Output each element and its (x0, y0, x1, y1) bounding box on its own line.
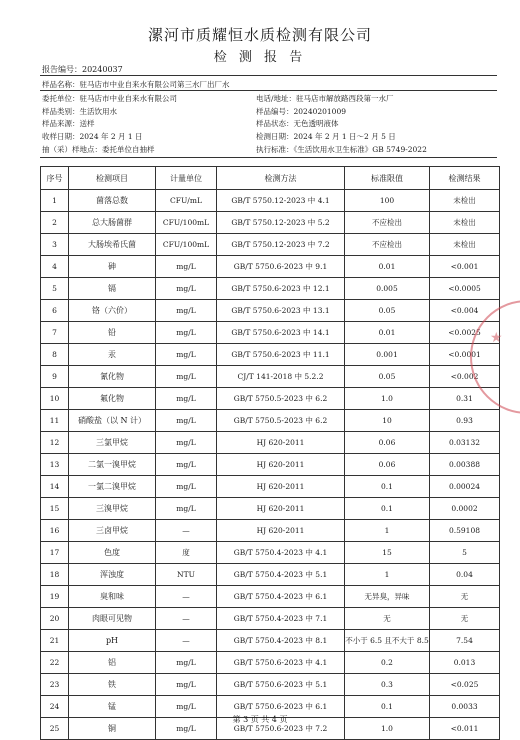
cell-limit: 10 (345, 410, 430, 432)
cell-item: 菌落总数 (69, 190, 156, 212)
cell-method: GB/T 5750.6-2023 中 14.1 (217, 322, 345, 344)
info-received-date: 收样日期：2024 年 2 月 1 日 (42, 132, 143, 141)
cell-item: 三溴甲烷 (69, 498, 156, 520)
table-row (41, 652, 500, 674)
table-row (41, 300, 500, 322)
cell-method: GB/T 5750.5-2023 中 6.2 (217, 410, 345, 432)
company-name: 漯河市质耀恒水质检测有限公司 (147, 26, 372, 44)
cell-unit: NTU (156, 564, 217, 586)
cell-item: 铅 (69, 322, 156, 344)
cell-result: 无 (430, 586, 500, 608)
cell-item: 氟化物 (69, 388, 156, 410)
cell-item: 总大肠菌群 (69, 212, 156, 234)
cell-result: 5 (430, 542, 500, 564)
cell-limit: 不应检出 (345, 234, 430, 256)
info-sample-no: 样品编号：20240201009 (256, 107, 346, 116)
cell-unit: mg/L (156, 388, 217, 410)
cell-method: GB/T 5750.12-2023 中 7.2 (217, 234, 345, 256)
table-row (41, 410, 500, 432)
cell-no: 1 (41, 190, 69, 212)
cell-no: 17 (41, 542, 69, 564)
cell-method: GB/T 5750.4-2023 中 5.1 (217, 564, 345, 586)
top-divider (40, 75, 497, 76)
table-row (41, 630, 500, 652)
cell-method: GB/T 5750.6-2023 中 4.1 (217, 652, 345, 674)
header-result: 检测结果 (430, 167, 500, 190)
table-row (41, 542, 500, 564)
cell-no: 12 (41, 432, 69, 454)
cell-result: 未检出 (430, 234, 500, 256)
cell-result: 0.013 (430, 652, 500, 674)
cell-limit: 0.1 (345, 696, 430, 718)
cell-result: <0.011 (430, 718, 500, 740)
cell-limit: 0.3 (345, 674, 430, 696)
cell-limit: 0.01 (345, 322, 430, 344)
cell-item: 铜 (69, 718, 156, 740)
cell-limit: 15 (345, 542, 430, 564)
cell-method: GB/T 5750.6-2023 中 7.2 (217, 718, 345, 740)
info-sample-name: 样品名称：驻马店市中业自来水有限公司第三水厂出厂水 (42, 80, 230, 89)
cell-unit: CFU/mL (156, 190, 217, 212)
table-row (41, 234, 500, 256)
cell-result: 7.54 (430, 630, 500, 652)
cell-item: 锰 (69, 696, 156, 718)
cell-unit: CFU/100mL (156, 234, 217, 256)
cell-method: HJ 620-2011 (217, 454, 345, 476)
cell-limit: 0.1 (345, 498, 430, 520)
cell-item: 三氯甲烷 (69, 432, 156, 454)
table-row (41, 608, 500, 630)
cell-limit: 不应检出 (345, 212, 430, 234)
table-row (41, 586, 500, 608)
cell-item: 砷 (69, 256, 156, 278)
info-sampling-site: 抽（采）样地点：委托单位自抽样 (42, 145, 155, 154)
cell-result: 无 (430, 608, 500, 630)
cell-unit: mg/L (156, 322, 217, 344)
cell-unit: mg/L (156, 410, 217, 432)
cell-item: 镉 (69, 278, 156, 300)
cell-limit: 0.05 (345, 300, 430, 322)
cell-unit: 度 (156, 542, 217, 564)
cell-no: 2 (41, 212, 69, 234)
cell-unit: mg/L (156, 300, 217, 322)
cell-limit: 0.01 (345, 256, 430, 278)
cell-result: <0.0001 (430, 344, 500, 366)
cell-no: 6 (41, 300, 69, 322)
table-row (41, 322, 500, 344)
header-method: 检测方法 (217, 167, 345, 190)
cell-unit: mg/L (156, 696, 217, 718)
cell-method: HJ 620-2011 (217, 432, 345, 454)
table-row (41, 190, 500, 212)
cell-method: GB/T 5750.6-2023 中 12.1 (217, 278, 345, 300)
cell-unit: mg/L (156, 674, 217, 696)
cell-item: 大肠埃希氏菌 (69, 234, 156, 256)
table-row (41, 388, 500, 410)
cell-method: GB/T 5750.12-2023 中 4.1 (217, 190, 345, 212)
cell-method: GB/T 5750.6-2023 中 13.1 (217, 300, 345, 322)
table-row (41, 278, 500, 300)
table-row (41, 432, 500, 454)
cell-item: 汞 (69, 344, 156, 366)
cell-unit: CFU/100mL (156, 212, 217, 234)
cell-method: HJ 620-2011 (217, 476, 345, 498)
table-row (41, 344, 500, 366)
cell-no: 8 (41, 344, 69, 366)
table-row (41, 454, 500, 476)
cell-limit: 不小于 6.5 且不大于 8.5 (345, 630, 430, 652)
cell-no: 9 (41, 366, 69, 388)
cell-result: <0.001 (430, 256, 500, 278)
cell-limit: 0.2 (345, 652, 430, 674)
cell-result: 0.93 (430, 410, 500, 432)
table-header-row (41, 167, 500, 190)
cell-no: 14 (41, 476, 69, 498)
cell-item: pH (69, 630, 156, 652)
table-row (41, 256, 500, 278)
cell-result: 0.0002 (430, 498, 500, 520)
cell-limit: 0.001 (345, 344, 430, 366)
cell-limit: 无 (345, 608, 430, 630)
cell-result: 0.31 (430, 388, 500, 410)
cell-unit: mg/L (156, 476, 217, 498)
cell-item: 铝 (69, 652, 156, 674)
cell-result: <0.0005 (430, 278, 500, 300)
cell-no: 10 (41, 388, 69, 410)
cell-unit: mg/L (156, 498, 217, 520)
cell-item: 一氯二溴甲烷 (69, 476, 156, 498)
cell-no: 22 (41, 652, 69, 674)
cell-method: GB/T 5750.6-2023 中 11.1 (217, 344, 345, 366)
info-client: 委托单位：驻马店市中业自来水有限公司 (42, 94, 177, 103)
cell-no: 7 (41, 322, 69, 344)
cell-result: 0.00024 (430, 476, 500, 498)
cell-result: 未检出 (430, 212, 500, 234)
cell-no: 23 (41, 674, 69, 696)
cell-item: 二氯一溴甲烷 (69, 454, 156, 476)
table-row (41, 212, 500, 234)
cell-limit: 0.005 (345, 278, 430, 300)
cell-result: <0.0025 (430, 322, 500, 344)
cell-item: 三卤甲烷 (69, 520, 156, 542)
cell-item: 臭和味 (69, 586, 156, 608)
table-row (41, 476, 500, 498)
cell-no: 18 (41, 564, 69, 586)
cell-result: 0.00388 (430, 454, 500, 476)
cell-limit: 0.06 (345, 432, 430, 454)
info-standard: 执行标准：《生活饮用水卫生标准》GB 5749-2022 (256, 145, 427, 154)
cell-unit: mg/L (156, 718, 217, 740)
cell-method: GB/T 5750.6-2023 中 6.1 (217, 696, 345, 718)
cell-item: 铬（六价） (69, 300, 156, 322)
cell-limit: 1.0 (345, 388, 430, 410)
cell-unit: mg/L (156, 432, 217, 454)
cell-item: 铁 (69, 674, 156, 696)
cell-no: 13 (41, 454, 69, 476)
cell-limit: 0.1 (345, 476, 430, 498)
cell-method: GB/T 5750.4-2023 中 8.1 (217, 630, 345, 652)
cell-no: 4 (41, 256, 69, 278)
cell-no: 24 (41, 696, 69, 718)
cell-unit: mg/L (156, 256, 217, 278)
cell-item: 色度 (69, 542, 156, 564)
cell-no: 19 (41, 586, 69, 608)
header-unit: 计量单位 (156, 167, 217, 190)
cell-unit: mg/L (156, 454, 217, 476)
cell-result: 0.59108 (430, 520, 500, 542)
cell-item: 氰化物 (69, 366, 156, 388)
report-number: 报告编号：20240037 (42, 65, 123, 74)
divider (40, 90, 497, 91)
cell-limit: 无异臭，异味 (345, 586, 430, 608)
cell-result: 未检出 (430, 190, 500, 212)
cell-method: GB/T 5750.5-2023 中 6.2 (217, 388, 345, 410)
cell-no: 20 (41, 608, 69, 630)
cell-method: GB/T 5750.6-2023 中 9.1 (217, 256, 345, 278)
results-table (40, 166, 500, 740)
info-sample-state: 样品状态：无色透明液体 (256, 119, 339, 128)
cell-unit: — (156, 608, 217, 630)
cell-no: 3 (41, 234, 69, 256)
cell-method: GB/T 5750.12-2023 中 5.2 (217, 212, 345, 234)
cell-limit: 0.05 (345, 366, 430, 388)
divider (40, 157, 497, 158)
table-row (41, 674, 500, 696)
info-phone-address: 电话/地址：驻马店市解放路西段第一水厂 (256, 94, 394, 103)
cell-limit: 0.06 (345, 454, 430, 476)
cell-limit: 100 (345, 190, 430, 212)
table-row (41, 498, 500, 520)
info-sample-type: 样品类别：生活饮用水 (42, 107, 117, 116)
cell-result: 0.0033 (430, 696, 500, 718)
info-sample-source: 样品来源：送样 (42, 119, 95, 128)
header-item: 检测项目 (69, 167, 156, 190)
stamp-star-icon: ★ (490, 330, 503, 346)
info-test-date: 检测日期：2024 年 2 月 1 日～2 月 5 日 (256, 132, 396, 141)
cell-unit: mg/L (156, 366, 217, 388)
cell-method: GB/T 5750.6-2023 中 5.1 (217, 674, 345, 696)
cell-no: 15 (41, 498, 69, 520)
table-row (41, 520, 500, 542)
cell-no: 21 (41, 630, 69, 652)
cell-no: 16 (41, 520, 69, 542)
cell-item: 浑浊度 (69, 564, 156, 586)
cell-method: GB/T 5750.4-2023 中 4.1 (217, 542, 345, 564)
page-footer: 第 3 页 共 4 页 (232, 715, 288, 724)
cell-no: 25 (41, 718, 69, 740)
cell-limit: 1 (345, 520, 430, 542)
header-limit: 标准限值 (345, 167, 430, 190)
cell-limit: 1.0 (345, 718, 430, 740)
report-title: 检 测 报 告 (213, 50, 307, 65)
cell-unit: — (156, 586, 217, 608)
cell-no: 5 (41, 278, 69, 300)
cell-result: 0.03132 (430, 432, 500, 454)
cell-method: CJ/T 141-2018 中 5.2.2 (217, 366, 345, 388)
table-row (41, 366, 500, 388)
cell-unit: mg/L (156, 344, 217, 366)
cell-result: <0.004 (430, 300, 500, 322)
cell-result: <0.025 (430, 674, 500, 696)
cell-method: HJ 620-2011 (217, 498, 345, 520)
cell-item: 肉眼可见物 (69, 608, 156, 630)
table-row (41, 564, 500, 586)
header-no: 序号 (41, 167, 69, 190)
cell-unit: mg/L (156, 278, 217, 300)
cell-item: 硝酸盐（以 N 计） (69, 410, 156, 432)
cell-result: <0.002 (430, 366, 500, 388)
cell-method: GB/T 5750.4-2023 中 7.1 (217, 608, 345, 630)
cell-unit: mg/L (156, 652, 217, 674)
cell-limit: 1 (345, 564, 430, 586)
cell-method: HJ 620-2011 (217, 520, 345, 542)
cell-no: 11 (41, 410, 69, 432)
cell-unit: — (156, 520, 217, 542)
cell-method: GB/T 5750.4-2023 中 6.1 (217, 586, 345, 608)
cell-result: 0.04 (430, 564, 500, 586)
cell-unit: — (156, 630, 217, 652)
